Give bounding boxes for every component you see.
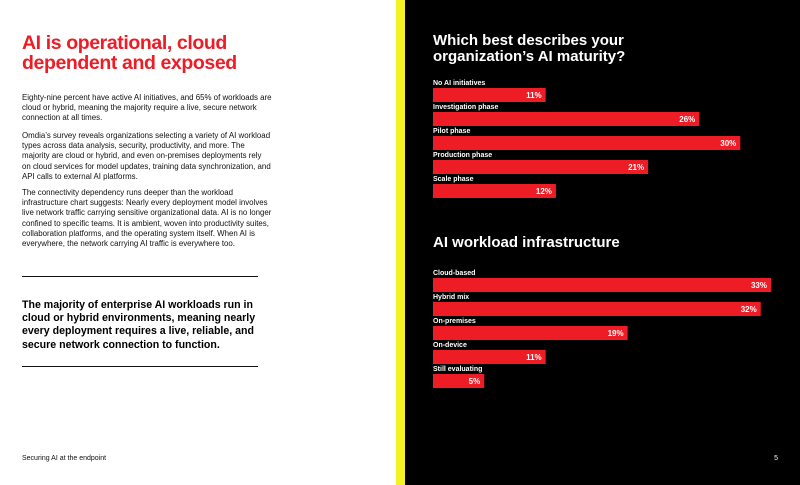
callout-quote: The majority of enterprise AI workloads run in cloud or hybrid environments, meaning nearly every deployment requires a live, reliable, and secure network connection to function. bbox=[22, 299, 256, 351]
value-label: 21% bbox=[628, 163, 645, 172]
bar bbox=[433, 160, 648, 174]
category-label: Pilot phase bbox=[433, 128, 471, 135]
category-label: No AI initiatives bbox=[433, 80, 486, 87]
category-label: Scale phase bbox=[433, 176, 474, 183]
right-page bbox=[405, 0, 800, 485]
page-number: 5 bbox=[774, 455, 778, 462]
value-label: 19% bbox=[607, 329, 624, 338]
bar bbox=[433, 136, 740, 150]
bar bbox=[433, 278, 771, 292]
category-label: Still evaluating bbox=[433, 366, 483, 373]
category-label: Production phase bbox=[433, 152, 493, 159]
category-label: Investigation phase bbox=[433, 104, 499, 111]
value-label: 33% bbox=[750, 281, 767, 290]
category-label: On-device bbox=[433, 342, 467, 349]
value-label: 5% bbox=[468, 377, 481, 386]
category-label: Hybrid mix bbox=[433, 294, 470, 301]
divider-top bbox=[22, 276, 258, 277]
chart-title-maturity: Which best describes your organization’s AI maturity? bbox=[433, 32, 626, 65]
category-label: Cloud-based bbox=[433, 270, 476, 277]
chart-maturity bbox=[405, 76, 800, 200]
value-label: 11% bbox=[526, 91, 542, 100]
value-label: 30% bbox=[720, 139, 737, 148]
body-paragraph: Eighty-nine percent have active AI initiatives, and 65% of workloads are cloud or hybrid, meaning the majority require a live, secure network connection at all times. bbox=[22, 93, 272, 123]
bar bbox=[433, 112, 699, 126]
page-headline: AI is operational, cloud dependent and exposed bbox=[22, 32, 237, 74]
divider-bottom bbox=[22, 366, 258, 367]
value-label: 11% bbox=[526, 353, 542, 362]
value-label: 12% bbox=[535, 187, 552, 196]
body-paragraph: The connectivity dependency runs deeper than the workload infrastructure chart suggests: Nearly every deployment model involves live network traffic carrying sensitive organizational data. AI is no longer confined to specific teams. It is ambient, woven into productivity suites, collaboration platforms, and the operating system itself. When AI is everywhere, the network carrying AI traffic is everywhere too. bbox=[22, 188, 272, 249]
chart-title-infrastructure: AI workload infrastructure bbox=[433, 234, 620, 251]
value-label: 32% bbox=[740, 305, 757, 314]
footer-label: Securing AI at the endpoint bbox=[22, 455, 107, 462]
value-label: 26% bbox=[679, 115, 696, 124]
accent-stripe bbox=[396, 0, 405, 485]
bar bbox=[433, 326, 628, 340]
category-label: On-premises bbox=[433, 318, 476, 325]
chart-infrastructure bbox=[405, 266, 800, 390]
bar bbox=[433, 302, 761, 316]
body-paragraph: Omdia’s survey reveals organizations selecting a variety of AI workload types across data analysis, security, productivity, and more. The majority are cloud or hybrid, and even on-premises deployments rely on cloud services for model updates, training data synchronization, and API calls to external AI platforms. bbox=[22, 131, 271, 181]
